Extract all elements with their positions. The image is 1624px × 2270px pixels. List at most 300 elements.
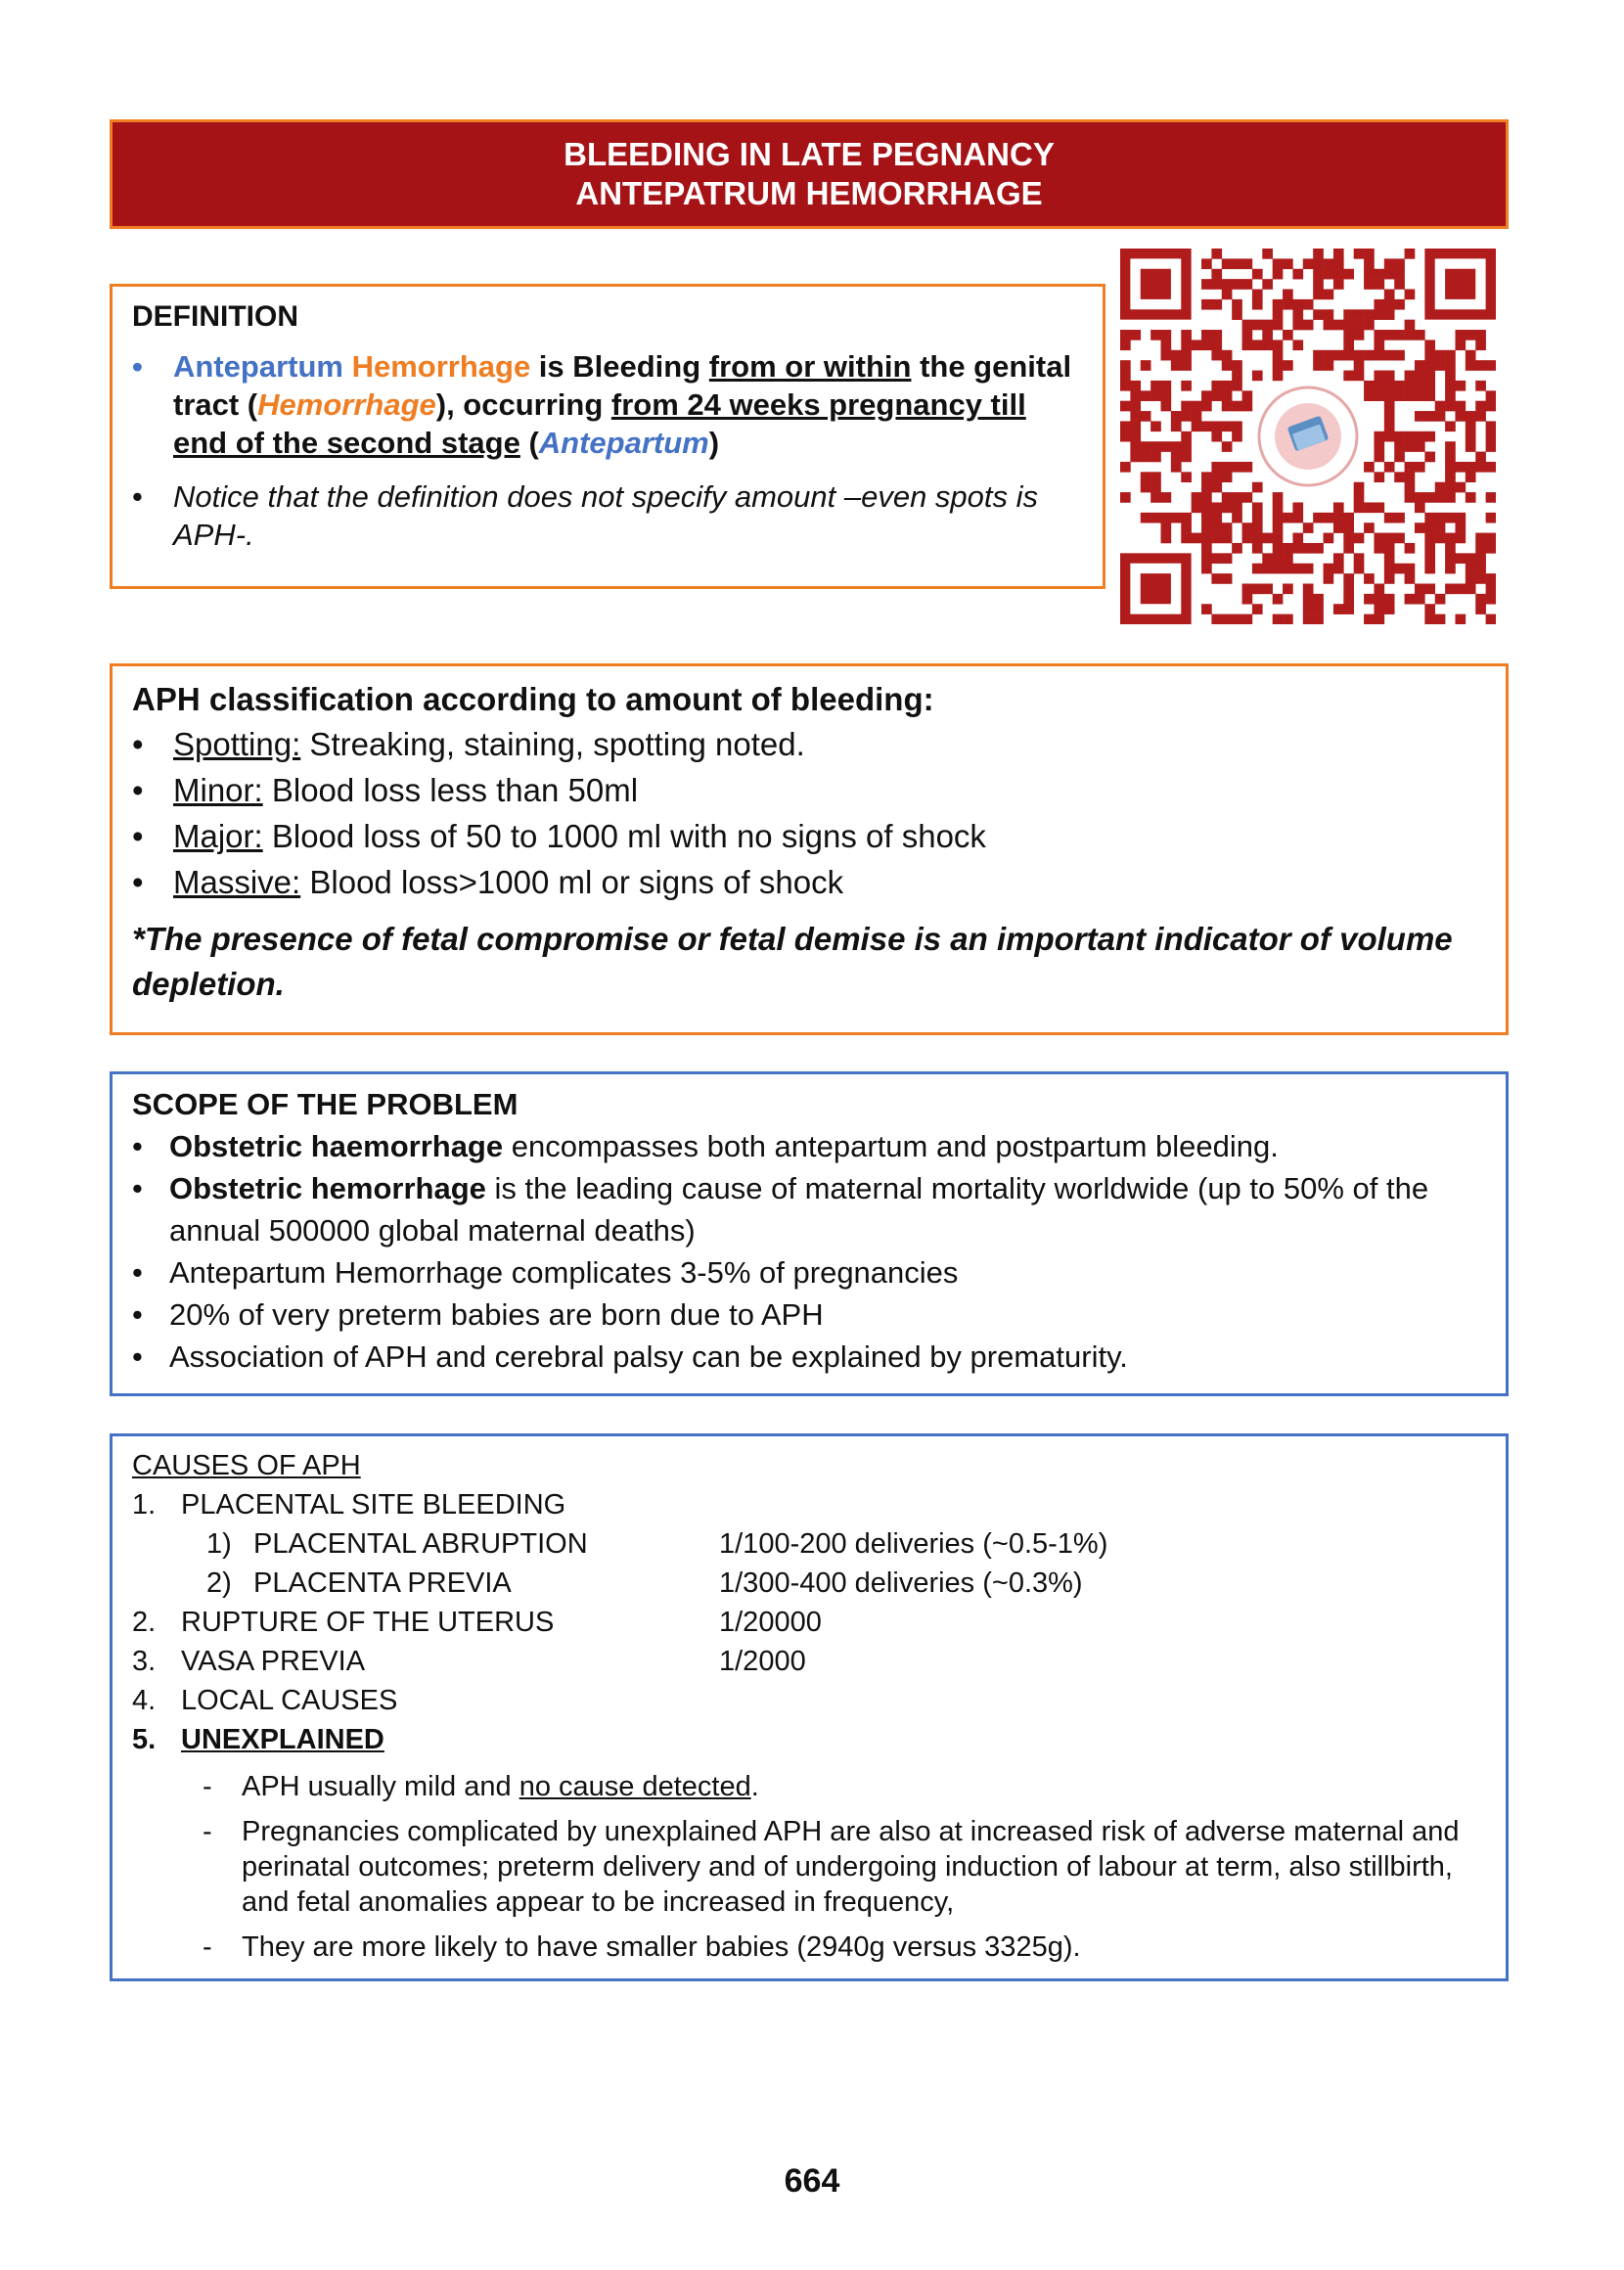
qr-module: [1445, 390, 1456, 401]
qr-code-icon[interactable]: [1120, 249, 1496, 624]
qr-module: [1222, 350, 1233, 361]
qr-module: [1303, 258, 1314, 269]
qr-module: [1384, 350, 1395, 361]
qr-module: [1150, 513, 1161, 523]
qr-module: [1171, 360, 1182, 371]
cause-label: RUPTURE OF THE UTERUS: [181, 1607, 555, 1638]
qr-module: [1211, 614, 1222, 624]
qr-module: [1232, 513, 1242, 523]
qr-module: [1455, 381, 1466, 391]
scope-heading: SCOPE OF THE PROBLEM: [132, 1087, 519, 1121]
qr-module: [1333, 522, 1344, 533]
qr-module: [1232, 381, 1242, 391]
qr-module: [1222, 279, 1233, 290]
qr-module: [1394, 258, 1405, 269]
qr-module: [1424, 583, 1435, 594]
list-item: [132, 1125, 1486, 1167]
qr-module: [1201, 502, 1212, 513]
qr-module: [1283, 360, 1293, 371]
qr-module: [1211, 249, 1222, 259]
qr-module: [1171, 513, 1182, 523]
bullet-icon: •: [132, 349, 143, 384]
qr-module: [1201, 522, 1212, 533]
qr-module: [1324, 309, 1334, 320]
qr-module: [1374, 452, 1384, 463]
qr-module: [1415, 431, 1425, 442]
qr-module: [1475, 360, 1486, 371]
qr-module: [1415, 411, 1425, 422]
qr-module: [1445, 472, 1456, 482]
qr-module: [1374, 543, 1384, 554]
qr-module: [1384, 258, 1395, 269]
cause-label: VASA PREVIA: [181, 1646, 366, 1677]
classification-text: Blood loss less than 50ml: [262, 772, 639, 808]
qr-module: [1394, 330, 1405, 340]
qr-module: [1283, 258, 1293, 269]
qr-module: [1445, 553, 1456, 564]
qr-module: [1424, 522, 1435, 533]
qr-module: [1313, 604, 1324, 614]
qr-module: [1181, 431, 1192, 442]
qr-module: [1384, 553, 1395, 564]
qr-module: [1415, 583, 1425, 594]
qr-module: [1211, 381, 1222, 391]
qr-module: [1211, 299, 1222, 310]
qr-module: [1192, 502, 1202, 513]
qr-module: [1324, 290, 1334, 300]
qr-module: [1313, 249, 1324, 259]
qr-module: [1435, 411, 1446, 422]
qr-module: [1475, 543, 1486, 554]
cause-frequency: 1/300-400 deliveries (~0.3%): [719, 1567, 1083, 1599]
qr-module: [1273, 269, 1284, 280]
qr-module: [1222, 258, 1233, 269]
qr-module: [1181, 360, 1192, 371]
qr-module: [1303, 594, 1314, 605]
unexplained-underlined: no cause detected: [519, 1771, 751, 1802]
qr-module: [1384, 543, 1395, 554]
title-line-2: ANTEPATRUM HEMORRHAGE: [575, 175, 1043, 211]
qr-module: [1211, 431, 1222, 442]
qr-module: [1333, 604, 1344, 614]
qr-module: [1486, 421, 1496, 431]
qr-module: [1222, 462, 1233, 473]
qr-module: [1415, 492, 1425, 503]
qr-module: [1455, 522, 1466, 533]
qr-module: [1343, 604, 1354, 614]
qr-module: [1242, 522, 1253, 533]
qr-module: [1364, 502, 1375, 513]
qr-module: [1466, 492, 1476, 503]
qr-module: [1466, 411, 1476, 422]
qr-module: [1405, 320, 1416, 331]
unexplained-list: [132, 1769, 1486, 1965]
qr-module: [1435, 614, 1446, 624]
qr-module: [1384, 462, 1395, 473]
qr-module: [1303, 564, 1314, 574]
qr-module: [1303, 522, 1314, 533]
qr-module: [1262, 330, 1273, 340]
qr-module: [1262, 583, 1273, 594]
qr-module: [1445, 482, 1456, 493]
qr-module: [1394, 350, 1405, 361]
qr-module: [1333, 249, 1344, 259]
qr-module: [1415, 522, 1425, 533]
qr-module: [1120, 492, 1131, 503]
qr-module: [1313, 614, 1324, 624]
qr-module: [1161, 401, 1172, 412]
list-item: [132, 767, 1486, 813]
list-item: [132, 859, 1486, 905]
classification-text: Streaking, staining, spotting noted.: [300, 726, 805, 762]
qr-module: [1343, 350, 1354, 361]
classification-term: Major:: [173, 818, 263, 854]
qr-module: [1252, 604, 1263, 614]
qr-module: [1211, 340, 1222, 350]
qr-module: [1141, 411, 1151, 422]
qr-module: [1201, 513, 1212, 523]
qr-module: [1211, 279, 1222, 290]
qr-module: [1415, 390, 1425, 401]
list-item: [132, 1294, 1486, 1336]
page-title-banner: [110, 119, 1509, 229]
qr-module: [1343, 583, 1354, 594]
qr-module: [1343, 594, 1354, 605]
qr-module: [1273, 299, 1284, 310]
list-item: [132, 1167, 1486, 1251]
qr-module: [1405, 290, 1416, 300]
qr-module: [1343, 543, 1354, 554]
term-hemorrhage: Hemorrhage: [351, 349, 531, 384]
qr-module: [1424, 513, 1435, 523]
qr-module: [1150, 452, 1161, 463]
qr-module: [1303, 614, 1314, 624]
qr-module: [1181, 381, 1192, 391]
qr-module: [1333, 269, 1344, 280]
title-line-1: BLEEDING IN LATE PEGNANCY: [564, 136, 1055, 172]
qr-module: [1486, 594, 1496, 605]
qr-module: [1273, 522, 1284, 533]
qr-module: [1333, 279, 1344, 290]
qr-module: [1242, 340, 1253, 350]
qr-module: [1364, 258, 1375, 269]
qr-module: [1374, 614, 1384, 624]
qr-finder-center: [1141, 573, 1171, 604]
cause-row: [132, 1485, 1486, 1524]
cause-row: [132, 1564, 1486, 1603]
cause-frequency: 1/100-200 deliveries (~0.5-1%): [719, 1528, 1108, 1560]
qr-module: [1313, 290, 1324, 300]
qr-module: [1273, 371, 1284, 382]
bullet-icon: •: [132, 479, 143, 514]
qr-module: [1445, 360, 1456, 371]
qr-module: [1455, 513, 1466, 523]
qr-module: [1222, 573, 1233, 584]
qr-module: [1232, 614, 1242, 624]
qr-module: [1292, 513, 1303, 523]
qr-module: [1161, 340, 1172, 350]
qr-module: [1262, 279, 1273, 290]
qr-module: [1273, 492, 1284, 503]
qr-module: [1364, 249, 1375, 259]
qr-module: [1211, 472, 1222, 482]
qr-module: [1141, 441, 1151, 452]
qr-module: [1150, 330, 1161, 340]
qr-module: [1222, 401, 1233, 412]
list-item: [132, 721, 1486, 767]
qr-module: [1424, 543, 1435, 554]
qr-module: [1252, 290, 1263, 300]
qr-module: [1283, 330, 1293, 340]
qr-module: [1324, 564, 1334, 574]
qr-module: [1415, 371, 1425, 382]
qr-module: [1242, 330, 1253, 340]
qr-module: [1273, 614, 1284, 624]
qr-module: [1130, 421, 1141, 431]
qr-module: [1475, 564, 1486, 574]
qr-module: [1466, 553, 1476, 564]
qr-module: [1201, 543, 1212, 554]
scope-text: encompasses both antepartum and postpartum bleeding.: [503, 1129, 1279, 1163]
qr-module: [1211, 462, 1222, 473]
qr-module: [1354, 360, 1365, 371]
qr-module: [1455, 401, 1466, 412]
qr-module: [1405, 381, 1416, 391]
qr-module: [1343, 269, 1354, 280]
qr-module: [1273, 553, 1284, 564]
scope-text: Association of APH and cerebral palsy can be explained by prematurity.: [169, 1339, 1128, 1374]
qr-module: [1384, 533, 1395, 544]
qr-module: [1201, 492, 1212, 503]
qr-module: [1201, 330, 1212, 340]
qr-module: [1435, 401, 1446, 412]
qr-module: [1455, 614, 1466, 624]
qr-module: [1424, 381, 1435, 391]
qr-module: [1374, 309, 1384, 320]
qr-module: [1130, 390, 1141, 401]
qr-module: [1384, 513, 1395, 523]
cause-number: 1.: [132, 1489, 157, 1521]
qr-module: [1201, 564, 1212, 574]
qr-module: [1181, 472, 1192, 482]
classification-box: [110, 663, 1509, 1035]
bullet-icon: •: [132, 818, 144, 854]
qr-module: [1222, 553, 1233, 564]
qr-module: [1303, 583, 1314, 594]
qr-module: [1273, 309, 1284, 320]
qr-module: [1475, 411, 1486, 422]
qr-module: [1466, 583, 1476, 594]
qr-module: [1201, 401, 1212, 412]
qr-module: [1201, 482, 1212, 493]
qr-module: [1130, 381, 1141, 391]
qr-module: [1384, 594, 1395, 605]
qr-module: [1455, 533, 1466, 544]
definition-underlined: from or within: [708, 349, 912, 384]
qr-module: [1394, 390, 1405, 401]
qr-module: [1222, 360, 1233, 371]
qr-module: [1232, 309, 1242, 320]
qr-module: [1445, 583, 1456, 594]
qr-module: [1181, 441, 1192, 452]
qr-module: [1171, 421, 1182, 431]
qr-module: [1181, 533, 1192, 544]
qr-module: [1394, 299, 1405, 310]
qr-module: [1384, 390, 1395, 401]
qr-module: [1475, 452, 1486, 463]
qr-module: [1262, 533, 1273, 544]
qr-module: [1374, 279, 1384, 290]
cause-number: 4.: [132, 1685, 157, 1716]
qr-module: [1475, 381, 1486, 391]
cause-label: UNEXPLAINED: [181, 1724, 384, 1755]
qr-module: [1120, 340, 1131, 350]
qr-module: [1405, 371, 1416, 382]
qr-module: [1415, 462, 1425, 473]
bullet-icon: •: [132, 1297, 143, 1332]
qr-module: [1181, 522, 1192, 533]
qr-module: [1252, 371, 1263, 382]
qr-module: [1466, 330, 1476, 340]
qr-module: [1222, 502, 1233, 513]
qr-module: [1232, 401, 1242, 412]
scope-text: Antepartum Hemorrhage complicates 3-5% of pregnancies: [169, 1255, 959, 1290]
qr-module: [1405, 441, 1416, 452]
qr-module: [1283, 583, 1293, 594]
definition-underlined: from 24 weeks pregnancy till end of the second stage: [173, 387, 1026, 460]
bullet-icon: •: [132, 1255, 143, 1290]
qr-module: [1354, 309, 1365, 320]
qr-module: [1424, 564, 1435, 574]
qr-module: [1120, 381, 1131, 391]
qr-module: [1201, 421, 1212, 431]
term-antepartum-italic: Antepartum: [538, 426, 709, 460]
classification-heading: APH classification according to amount of bleeding:: [132, 681, 934, 717]
qr-module: [1273, 360, 1284, 371]
qr-module: [1424, 492, 1435, 503]
qr-module: [1211, 350, 1222, 361]
qr-module: [1486, 583, 1496, 594]
qr-module: [1364, 279, 1375, 290]
qr-module: [1394, 513, 1405, 523]
qr-module: [1292, 340, 1303, 350]
qr-module: [1222, 421, 1233, 431]
cause-frequency: 1/2000: [719, 1646, 806, 1677]
qr-module: [1374, 371, 1384, 382]
qr-module: [1435, 594, 1446, 605]
qr-module: [1333, 502, 1344, 513]
qr-module: [1192, 401, 1202, 412]
qr-module: [1211, 533, 1222, 544]
qr-module: [1424, 411, 1435, 422]
qr-module: [1415, 441, 1425, 452]
definition-heading: DEFINITION: [132, 300, 298, 333]
qr-module: [1466, 421, 1476, 431]
qr-module: [1273, 350, 1284, 361]
qr-module: [1445, 513, 1456, 523]
qr-module: [1455, 340, 1466, 350]
qr-module: [1333, 350, 1344, 361]
qr-module: [1364, 269, 1375, 280]
list-item: [132, 1930, 1486, 1965]
qr-module: [1222, 381, 1233, 391]
qr-module: [1374, 381, 1384, 391]
qr-module: [1120, 421, 1131, 431]
qr-module: [1273, 594, 1284, 605]
qr-module: [1475, 330, 1486, 340]
qr-module: [1292, 564, 1303, 574]
qr-module: [1273, 564, 1284, 574]
qr-module: [1384, 330, 1395, 340]
qr-module: [1445, 401, 1456, 412]
qr-module: [1435, 360, 1446, 371]
qr-module: [1466, 573, 1476, 584]
qr-module: [1161, 533, 1172, 544]
qr-module: [1201, 258, 1212, 269]
scope-bold-term: Obstetric hemorrhage: [169, 1171, 486, 1205]
qr-module: [1120, 371, 1131, 382]
qr-module: [1292, 269, 1303, 280]
list-item: [132, 1251, 1486, 1294]
qr-module: [1324, 350, 1334, 361]
bullet-icon: •: [132, 772, 144, 808]
qr-module: [1161, 522, 1172, 533]
qr-module: [1150, 472, 1161, 482]
qr-module: [1252, 299, 1263, 310]
qr-module: [1252, 482, 1263, 493]
qr-module: [1120, 462, 1131, 473]
qr-module: [1232, 502, 1242, 513]
qr-module: [1405, 573, 1416, 584]
definition-text: ), occurring: [435, 387, 611, 422]
qr-module: [1466, 360, 1476, 371]
cause-label: PLACENTAL ABRUPTION: [253, 1528, 588, 1560]
cause-number: 3.: [132, 1646, 157, 1677]
qr-module: [1486, 431, 1496, 442]
qr-module: [1242, 594, 1253, 605]
qr-module: [1394, 452, 1405, 463]
qr-module: [1211, 390, 1222, 401]
term-antepartum: Antepartum: [173, 349, 343, 384]
qr-module: [1201, 472, 1212, 482]
qr-module: [1354, 249, 1365, 259]
qr-module: [1262, 553, 1273, 564]
qr-module: [1343, 513, 1354, 523]
qr-module: [1201, 299, 1212, 310]
qr-module: [1384, 411, 1395, 422]
qr-module: [1313, 279, 1324, 290]
qr-module: [1252, 522, 1263, 533]
qr-module: [1424, 340, 1435, 350]
qr-module: [1232, 371, 1242, 382]
qr-module: [1374, 299, 1384, 310]
qr-module: [1201, 340, 1212, 350]
qr-module: [1354, 350, 1365, 361]
qr-module: [1445, 350, 1456, 361]
qr-module: [1222, 614, 1233, 624]
qr-module: [1455, 462, 1466, 473]
qr-module: [1424, 553, 1435, 564]
qr-module: [1222, 492, 1233, 503]
qr-module: [1374, 441, 1384, 452]
qr-module: [1242, 279, 1253, 290]
qr-module: [1232, 431, 1242, 442]
qr-module: [1354, 533, 1365, 544]
qr-module: [1201, 553, 1212, 564]
qr-module: [1211, 573, 1222, 584]
qr-module: [1466, 431, 1476, 442]
qr-module: [1242, 614, 1253, 624]
